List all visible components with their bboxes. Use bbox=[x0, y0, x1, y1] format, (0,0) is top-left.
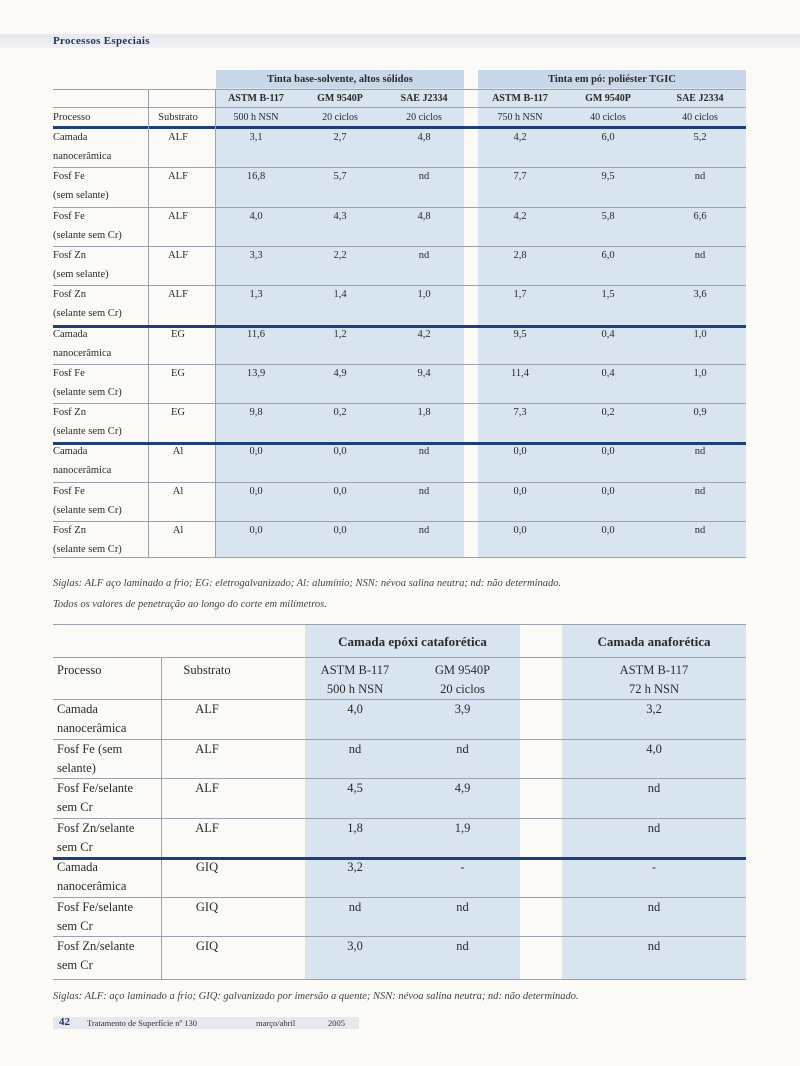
process-detail: nanocerâmica bbox=[53, 347, 112, 359]
substrate: GIQ bbox=[195, 860, 219, 874]
rule bbox=[53, 624, 746, 625]
rule bbox=[53, 657, 746, 658]
value-cell: 0,0 bbox=[513, 446, 527, 458]
process-name: Camada bbox=[57, 860, 98, 874]
value-cell: 6,0 bbox=[601, 249, 615, 261]
value-cell: nd bbox=[694, 485, 706, 497]
process-detail: (selante sem Cr) bbox=[53, 504, 122, 516]
value-cell: 13,9 bbox=[246, 367, 266, 379]
substrate: ALF bbox=[195, 702, 219, 716]
substrate: ALF bbox=[168, 132, 188, 143]
test-header: ASTM B-117 bbox=[492, 93, 548, 104]
value-cell: 1,0 bbox=[417, 289, 431, 301]
table1-note-abbrev: Siglas: ALF aço laminado a frio; EG: eletrogalvanizado; Al: alumínio; NSN: névoa salina neutra; nd: não determinado. bbox=[53, 578, 562, 589]
value-cell: 4,3 bbox=[333, 210, 347, 222]
substrate: ALF bbox=[168, 249, 188, 261]
test-header: GM 9540P bbox=[434, 663, 491, 677]
table2-note-abbrev: Siglas: ALF: aço laminado a frio; GIQ: galvanizado por imersão a quente; NSN: névoa salina neutra; nd: não determinado. bbox=[53, 991, 579, 1002]
unit-header: 40 ciclos bbox=[590, 112, 626, 123]
value-cell: nd bbox=[647, 820, 661, 835]
unit-header: 20 ciclos bbox=[406, 112, 442, 123]
process-detail: (selante sem Cr) bbox=[53, 544, 122, 555]
value-cell: nd bbox=[456, 741, 469, 756]
group-header-solvent: Tinta base-solvente, altos sólidos bbox=[267, 74, 413, 85]
value-cell: 3,2 bbox=[646, 702, 662, 716]
process-name: Fosf Fe bbox=[53, 171, 85, 183]
process-detail: (selante sem Cr) bbox=[53, 308, 122, 320]
value-cell: nd bbox=[418, 485, 430, 497]
substrate: Al bbox=[172, 485, 184, 497]
unit-header: 750 h NSN bbox=[497, 112, 543, 123]
value-cell: 11,4 bbox=[511, 367, 529, 379]
test-header: GM 9540P bbox=[585, 93, 631, 104]
value-cell: nd bbox=[348, 899, 362, 914]
value-cell: 2,7 bbox=[333, 132, 347, 143]
process-name: Camada bbox=[53, 446, 88, 458]
substrate: ALF bbox=[168, 289, 188, 301]
group-header-cataphoretic: Camada epóxi cataforética bbox=[338, 634, 487, 649]
value-cell: 0,0 bbox=[513, 485, 527, 497]
table-solvent-powder bbox=[53, 70, 746, 558]
unit-header: 500 h NSN bbox=[233, 112, 279, 123]
value-cell: 0,0 bbox=[601, 485, 615, 497]
value-cell: 4,8 bbox=[417, 132, 431, 143]
value-cell: nd bbox=[418, 525, 430, 536]
unit-header: 20 ciclos bbox=[322, 112, 358, 123]
value-cell: 0,4 bbox=[601, 328, 615, 340]
substrate: ALF bbox=[195, 781, 219, 795]
value-cell: 1,8 bbox=[347, 820, 363, 835]
value-cell: 2,8 bbox=[513, 249, 527, 261]
unit-header: 72 h NSN bbox=[628, 682, 679, 696]
value-cell: 4,9 bbox=[333, 367, 347, 379]
process-name: Camada bbox=[53, 328, 88, 340]
value-cell: 0,0 bbox=[333, 525, 347, 536]
process-name: Fosf Zn bbox=[53, 407, 86, 419]
value-cell: nd bbox=[694, 171, 706, 183]
value-cell: 16,8 bbox=[246, 171, 266, 183]
value-cell: 4,0 bbox=[249, 210, 263, 222]
test-header: SAE J2334 bbox=[676, 93, 724, 104]
process-detail: nanocerâmica bbox=[53, 465, 112, 477]
unit-header: 40 ciclos bbox=[682, 112, 718, 123]
value-cell: 5,8 bbox=[601, 210, 615, 222]
value-cell: 11,6 bbox=[247, 328, 265, 340]
value-cell: 1,7 bbox=[513, 289, 527, 301]
substrate: ALF bbox=[195, 741, 219, 756]
value-cell: nd bbox=[647, 899, 661, 914]
col-header-process: Processo bbox=[53, 112, 91, 123]
value-cell: 0,9 bbox=[693, 407, 707, 419]
value-cell: 0,2 bbox=[601, 407, 615, 419]
value-cell: 4,8 bbox=[417, 210, 431, 222]
process-detail: nanocerâmica bbox=[57, 879, 127, 893]
substrate: ALF bbox=[168, 171, 188, 183]
section-title: Processos Especiais bbox=[53, 35, 150, 47]
value-cell: 0,0 bbox=[249, 485, 263, 497]
value-cell: nd bbox=[418, 446, 430, 458]
value-cell: nd bbox=[694, 249, 706, 261]
test-header: SAE J2334 bbox=[400, 93, 448, 104]
test-header: ASTM B-117 bbox=[228, 93, 284, 104]
value-cell: 4,2 bbox=[417, 328, 431, 340]
substrate: GIQ bbox=[195, 899, 219, 914]
substrate: Al bbox=[172, 525, 184, 536]
value-cell: 4,2 bbox=[513, 132, 527, 143]
substrate: ALF bbox=[195, 820, 219, 835]
value-cell: 4,5 bbox=[347, 781, 363, 795]
value-cell: 4,2 bbox=[513, 210, 527, 222]
value-cell: 3,3 bbox=[249, 249, 263, 261]
value-cell: 0,0 bbox=[249, 525, 263, 536]
process-name: Fosf Zn bbox=[53, 525, 86, 536]
group-header-anaphoretic: Camada anaforética bbox=[597, 634, 711, 649]
test-header: ASTM B-117 bbox=[320, 663, 390, 677]
group-header-powder: Tinta em pó: poliéster TGIC bbox=[548, 74, 676, 85]
page-number: 42 bbox=[59, 1016, 70, 1028]
value-cell: 1,2 bbox=[333, 328, 347, 340]
substrate: GIQ bbox=[195, 939, 219, 953]
substrate: Al bbox=[172, 446, 184, 458]
value-cell: 4,9 bbox=[454, 781, 471, 795]
process-detail: sem Cr bbox=[57, 958, 93, 972]
process-name: Fosf Fe/selante bbox=[57, 899, 134, 914]
process-detail: (selante sem Cr) bbox=[53, 426, 122, 438]
value-cell: 1,0 bbox=[693, 328, 707, 340]
test-header: ASTM B-117 bbox=[619, 663, 689, 677]
process-detail: nanocerâmica bbox=[53, 151, 112, 162]
value-cell: 1,5 bbox=[601, 289, 615, 301]
process-name: Fosf Fe bbox=[53, 485, 85, 497]
value-cell: 0,4 bbox=[601, 367, 615, 379]
value-cell: 9,5 bbox=[513, 328, 527, 340]
substrate: EG bbox=[171, 328, 185, 340]
value-cell: nd bbox=[456, 899, 469, 914]
process-detail: sem Cr bbox=[57, 839, 93, 854]
process-detail: nanocerâmica bbox=[57, 721, 127, 735]
test-header: GM 9540P bbox=[317, 93, 363, 104]
process-detail: selante) bbox=[57, 760, 96, 775]
value-cell: nd bbox=[647, 939, 661, 953]
value-cell: 1,3 bbox=[249, 289, 263, 301]
table1-note-units: Todos os valores de penetração ao longo do corte em milímetros. bbox=[53, 599, 327, 610]
substrate: EG bbox=[171, 407, 185, 419]
unit-header: 20 ciclos bbox=[440, 682, 485, 696]
process-name: Fosf Zn/selante bbox=[57, 939, 135, 953]
substrate: EG bbox=[171, 367, 185, 379]
value-cell: nd bbox=[694, 446, 706, 458]
value-cell: 0,0 bbox=[513, 525, 527, 536]
process-detail: sem Cr bbox=[57, 800, 93, 814]
unit-header: 500 h NSN bbox=[326, 682, 384, 696]
value-cell: 3,0 bbox=[347, 939, 363, 953]
col-header-substrate: Substrato bbox=[158, 112, 198, 123]
process-name: Fosf Zn bbox=[53, 289, 86, 301]
value-cell: 0,0 bbox=[333, 446, 347, 458]
value-cell: 9,5 bbox=[601, 171, 615, 183]
value-cell: 7,3 bbox=[513, 407, 527, 419]
value-cell: 0,0 bbox=[601, 446, 615, 458]
value-cell: 5,2 bbox=[693, 132, 707, 143]
issue-months: março/abril bbox=[256, 1018, 296, 1028]
process-name: Camada bbox=[53, 132, 88, 143]
col-divider bbox=[161, 657, 162, 980]
value-cell: 5,7 bbox=[333, 171, 347, 183]
value-cell: - bbox=[651, 860, 657, 874]
value-cell: 1,9 bbox=[454, 820, 471, 835]
value-cell: 2,2 bbox=[333, 249, 347, 261]
value-cell: 3,9 bbox=[454, 702, 471, 716]
process-name: Fosf Zn bbox=[53, 249, 86, 261]
value-cell: 4,0 bbox=[347, 702, 363, 716]
value-cell: nd bbox=[418, 249, 430, 261]
value-cell: 3,1 bbox=[249, 132, 263, 143]
value-cell: 6,0 bbox=[601, 132, 615, 143]
value-cell: 4,0 bbox=[646, 741, 662, 756]
page-footer bbox=[53, 1017, 359, 1029]
value-cell: 1,8 bbox=[417, 407, 431, 419]
substrate: ALF bbox=[168, 210, 188, 222]
bottom-rule bbox=[53, 557, 746, 558]
value-cell: 1,0 bbox=[693, 367, 707, 379]
process-name: Fosf Fe (sem bbox=[57, 741, 123, 756]
process-name: Fosf Fe bbox=[53, 367, 85, 379]
value-cell: 3,6 bbox=[693, 289, 707, 301]
magazine-name: Tratamento de Superfície nº 130 bbox=[87, 1018, 197, 1028]
value-cell: 6,6 bbox=[693, 210, 707, 222]
value-cell: - bbox=[460, 860, 465, 874]
value-cell: 7,7 bbox=[513, 171, 527, 183]
value-cell: nd bbox=[456, 939, 469, 953]
col-header-process: Processo bbox=[57, 663, 102, 677]
issue-year: 2005 bbox=[328, 1018, 345, 1028]
process-detail: (selante sem Cr) bbox=[53, 386, 122, 398]
process-name: Fosf Fe/selante bbox=[57, 781, 134, 795]
process-name: Fosf Zn/selante bbox=[57, 820, 135, 835]
value-cell: 0,0 bbox=[601, 525, 615, 536]
process-detail: (sem selante) bbox=[53, 190, 109, 202]
value-cell: 9,4 bbox=[417, 367, 431, 379]
process-name: Fosf Fe bbox=[53, 210, 85, 222]
value-cell: 0,2 bbox=[333, 407, 347, 419]
process-detail: (selante sem Cr) bbox=[53, 229, 122, 241]
table-electrocoat bbox=[53, 624, 746, 980]
process-name: Camada bbox=[57, 702, 98, 716]
value-cell: nd bbox=[348, 741, 362, 756]
bottom-rule bbox=[53, 979, 746, 980]
value-cell: nd bbox=[418, 171, 430, 183]
value-cell: 3,2 bbox=[347, 860, 363, 874]
process-detail: (sem selante) bbox=[53, 268, 109, 280]
value-cell: 0,0 bbox=[249, 446, 263, 458]
value-cell: nd bbox=[647, 781, 661, 795]
value-cell: 9,8 bbox=[249, 407, 263, 419]
col-header-substrate: Substrato bbox=[183, 663, 231, 677]
value-cell: 1,4 bbox=[333, 289, 347, 301]
value-cell: 0,0 bbox=[333, 485, 347, 497]
value-cell: nd bbox=[694, 525, 706, 536]
process-detail: sem Cr bbox=[57, 918, 93, 933]
